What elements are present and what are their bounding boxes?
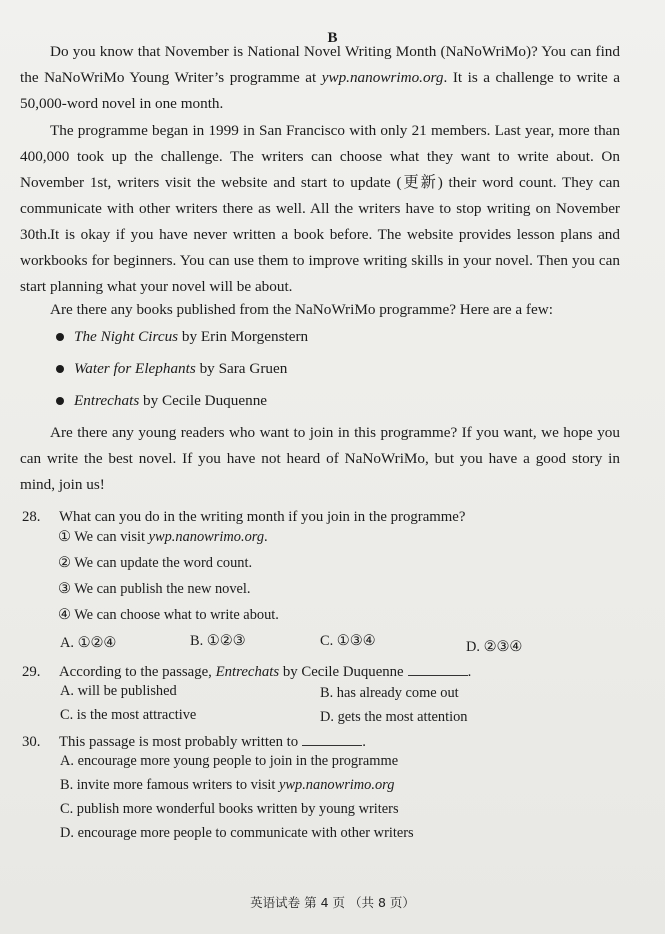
circled-number: ② (58, 555, 71, 571)
item-text: We can publish the new novel. (70, 581, 251, 597)
q28-item-2 (58, 552, 252, 574)
question-period: . (467, 664, 472, 680)
circled-number: ③ (58, 581, 71, 597)
question-text-end: by Cecile Duquenne (279, 664, 404, 680)
q28-item-1 (58, 526, 268, 548)
q28-choice-d[interactable]: D. ②③④ (466, 639, 523, 655)
paragraph-3: It is okay if you have never written a book before. The website provides lesson plans and workbooks for beginners. You can use them to improve writing skills in your novel. Then you can start planning what your novel will be about. (20, 226, 620, 295)
list-item (56, 356, 308, 388)
question-text: What can you do in the writing month if you join in the programme? (59, 509, 466, 525)
paragraph-5: Are there any young readers who want to join in this programme? If you want, we hope you can write the best novel. If you have not heard of NaNoWriMo, but you have a good story in mind, join us! (20, 424, 620, 493)
q28-choice-c[interactable]: C. ①③④ (320, 633, 376, 649)
q30-choice-c[interactable]: C. publish more wonderful books written by young writers (60, 801, 399, 817)
item-text-end: . (264, 529, 268, 545)
item-text: We can update the word count. (70, 555, 253, 571)
book-list (56, 324, 308, 420)
book-title: The Night Circus (74, 328, 179, 345)
paragraph-1 (20, 39, 620, 117)
paragraph-1-text-end: . It is a challenge to write a 50,000-word novel in one month. (20, 69, 621, 112)
website-url: ywp.nanowrimo.org (279, 777, 395, 793)
book-title: Water for Elephants (74, 360, 196, 377)
q28-item-4 (58, 604, 279, 626)
q30-choice-a[interactable]: A. encourage more young people to join in the programme (60, 753, 399, 769)
question-text: According to the passage, (59, 664, 216, 680)
circled-number: ④ (58, 607, 71, 623)
q29-choice-c[interactable]: C. is the most attractive (60, 707, 197, 723)
question-number: 30. (22, 734, 41, 750)
paragraph-4: Are there any books published from the NaNoWriMo programme? Here are a few: (50, 301, 553, 318)
q28-item-3 (58, 578, 251, 600)
answer-blank (408, 661, 468, 676)
website-url: ywp.nanowrimo.org (321, 69, 444, 86)
book-author: by Erin Morgenstern (178, 328, 309, 345)
item-text: We can visit (70, 529, 149, 545)
book-author: by Sara Gruen (195, 360, 288, 377)
paragraph-1-text: Do you know that November is National Novel Writing Month (NaNoWriMo)? You can find the NaNoWriMo Young Writer’s programme at (20, 43, 620, 86)
q29-choice-a[interactable]: A. will be published (60, 683, 177, 699)
answer-blank (302, 731, 362, 746)
q30-choice-d[interactable]: D. encourage more people to communicate with other writers (60, 825, 414, 841)
q29-choice-b[interactable]: B. has already come out (320, 685, 459, 701)
website-url: ywp.nanowrimo.org (148, 529, 265, 545)
book-title: Entrechats (74, 392, 140, 409)
item-text: We can choose what to write about. (70, 607, 279, 623)
book-author: by Cecile Duquenne (139, 392, 268, 409)
q28-choice-b[interactable]: B. ①②③ (190, 633, 246, 649)
q28-choice-a[interactable]: A. ①②④ (60, 635, 117, 651)
question-number: 29. (22, 664, 41, 680)
circled-number: ① (58, 529, 71, 545)
choice-text: B. invite more famous writers to visit (60, 777, 280, 793)
paragraph-2: The programme began in 1999 in San Francisco with only 21 members. Last year, more than 400,000 took up the challenge. The writers can choose what they want to write about. On November 1st, writers visit the website and start to update (更新) their word count. They can communicate with other writers there as well. All the writers have to stop writing on November 30th. (20, 122, 620, 243)
page-footer: 英语试卷 第 4 页 （共 8 页） (250, 895, 415, 910)
list-item (56, 324, 308, 356)
question-text: This passage is most probably written to (59, 734, 299, 750)
section-title: B (327, 30, 338, 46)
list-item (56, 388, 308, 420)
question-period: . (362, 734, 366, 750)
q30-choice-b[interactable] (60, 774, 394, 796)
question-number: 28. (22, 509, 41, 525)
q29-choice-d[interactable]: D. gets the most attention (320, 709, 468, 725)
book-title: Entrechats (215, 664, 280, 680)
